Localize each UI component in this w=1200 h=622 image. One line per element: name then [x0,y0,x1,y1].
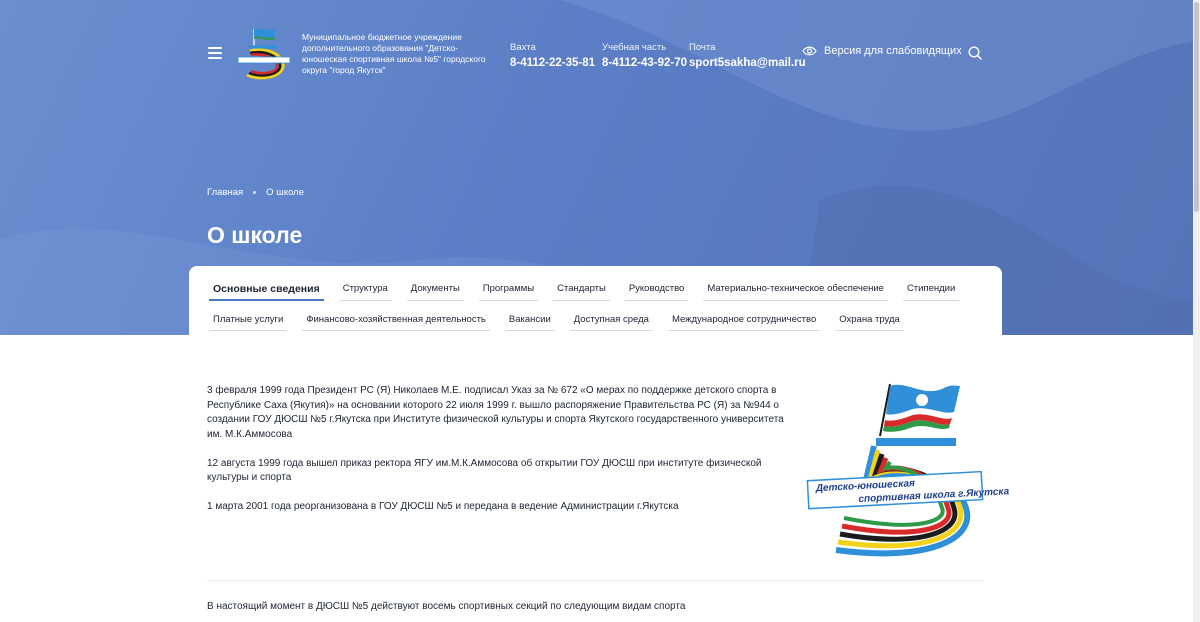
contact-watch [510,42,595,69]
tab-programs[interactable]: Программы [479,280,538,301]
tab-facilities[interactable]: Материально-техническое обеспечение [703,280,888,301]
contact-label: Учебная часть [602,42,667,53]
paragraph: 3 февраля 1999 года Президент РС (Я) Николаев М.Е. подписал Указ за № 672 «О мерах по поддержке детского спорта в Республике Саха (Якутия)» на основании которого 22 июля 1999 г. вышло распоряжение Правительства РС (Я) за №944 о создании ГОУ ДЮСШ №5 г.Якутска при Институте физической культуры и спорта Якутского государственного университета им. М.К.Аммосова [207,385,784,440]
search-icon[interactable] [968,46,982,60]
breadcrumb-current: О школе [266,187,304,198]
contact-email-link[interactable]: sport5sakha@mail.ru [689,57,806,69]
contact-phone[interactable]: 8-4112-22-35-81 [510,57,596,69]
tab-scholarships[interactable]: Стипендии [903,280,959,301]
contact-study-office [602,42,687,69]
tab-vacancies[interactable]: Вакансии [505,311,555,331]
contact-email [689,42,806,69]
tab-paid-services[interactable]: Платные услуги [209,311,287,331]
tab-structure[interactable]: Структура [339,280,392,301]
organization-name: Муниципальное бюджетное учреждение дополнительного образования "Детско-юношеская спортивная школа №5" городского округа "город Якутск" [302,32,486,75]
school-emblem [806,380,1010,564]
page-title: О школе [207,222,303,248]
contact-label: Вахта [510,42,536,53]
tabs-card [189,266,1002,336]
eye-icon [802,45,817,57]
tab-main-info[interactable]: Основные сведения [209,280,324,301]
school-logo[interactable] [237,25,291,81]
scrollbar-thumb[interactable] [1194,2,1199,212]
breadcrumb-separator [253,191,256,194]
contact-label: Почта [689,42,716,53]
breadcrumb [207,187,304,198]
tabs-row-1 [209,280,974,301]
emblem-line-1: Детско-юношеская [815,478,916,495]
paragraph: 12 августа 1999 года вышел приказ ректора ЯГУ им.М.К.Аммосова об открытии ГОУ ДЮСШ при институте физической культуры и спорта [207,457,762,483]
accessibility-version-link[interactable] [802,45,962,57]
menu-button[interactable] [208,47,222,59]
tab-international[interactable]: Международное сотрудничество [668,311,820,331]
contact-phone[interactable]: 8-4112-43-92-70 [602,57,688,69]
tab-standards[interactable]: Стандарты [553,280,610,301]
tab-documents[interactable]: Документы [407,280,464,301]
tab-accessible-environment[interactable]: Доступная среда [570,311,653,331]
breadcrumb-home[interactable]: Главная [207,187,244,198]
paragraph: 1 марта 2001 года реорганизована в ГОУ ДЮСШ №5 и передана в ведение Администрации г.Якутска [207,501,679,512]
section-divider [207,580,984,581]
accessibility-label: Версия для слабовидящих [824,45,962,57]
tab-finance[interactable]: Финансово-хозяйственная деятельность [302,311,490,331]
emblem-line-2: спортивная школа г.Якутска [858,486,1010,506]
history-text [207,384,791,529]
tab-management[interactable]: Руководство [625,280,689,301]
sports-sections-intro: В настоящий момент в ДЮСШ №5 действуют восемь спортивных секций по следующим видам спорта [207,601,686,612]
tabs-row-2 [209,311,919,331]
tab-labor-safety[interactable]: Охрана труда [835,311,904,331]
